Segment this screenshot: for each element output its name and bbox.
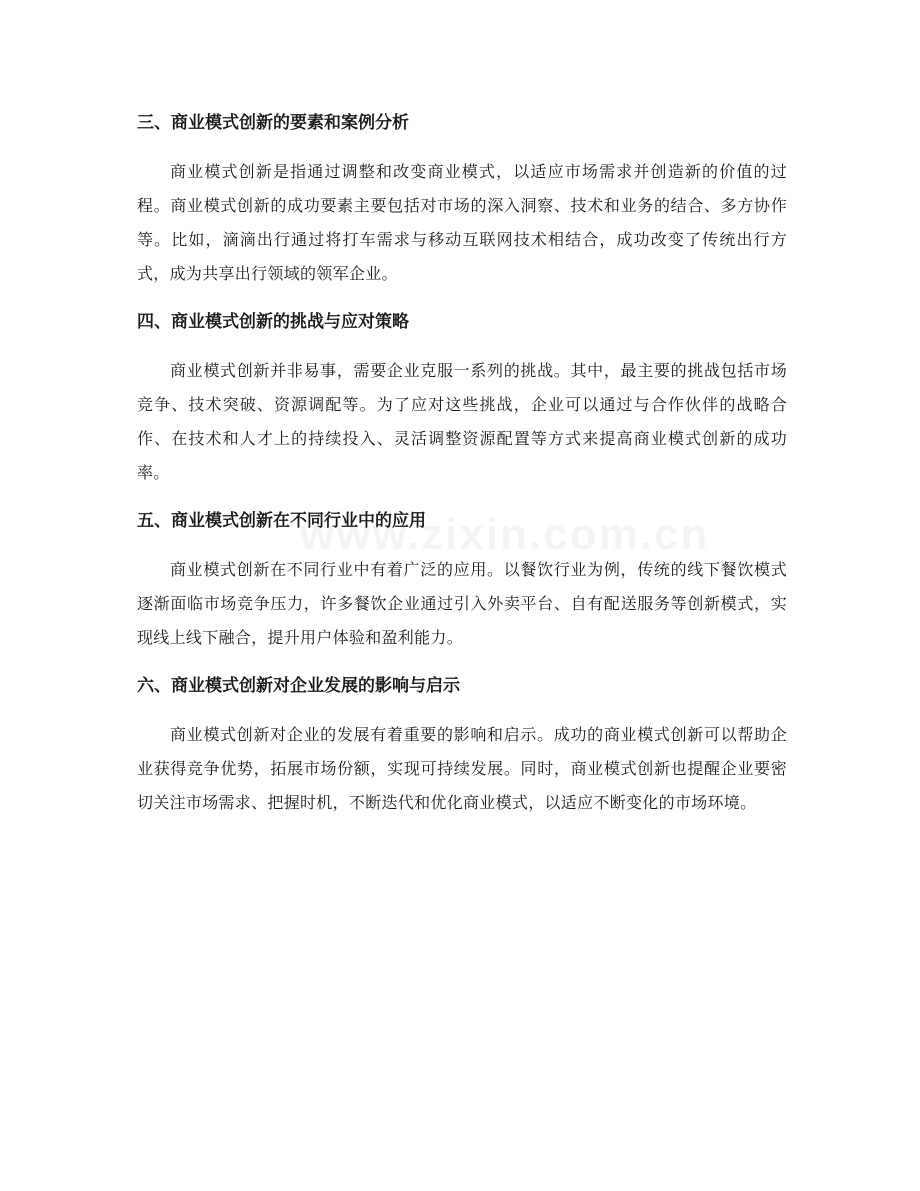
section-4 bbox=[137, 304, 787, 490]
section-6 bbox=[137, 668, 787, 820]
section-paragraph: 商业模式创新是指通过调整和改变商业模式，以适应市场需求并创造新的价值的过程。商业模式创新的成功要素主要包括对市场的深入洞察、技术和业务的结合、多方协作等。比如，滴滴出行通过将打车需求与移动互联网技术相结合，成功改变了传统出行方式，成为共享出行领域的领军企业。 bbox=[137, 162, 787, 283]
section-paragraph: 商业模式创新在不同行业中有着广泛的应用。以餐饮行业为例，传统的线下餐饮模式逐渐面临市场竞争压力，许多餐饮企业通过引入外卖平台、自有配送服务等创新模式，实现线上线下融合，提升用户体验和盈利能力。 bbox=[137, 560, 787, 647]
section-3 bbox=[137, 105, 787, 291]
section-heading: 四、商业模式创新的挑战与应对策略 bbox=[137, 312, 409, 332]
section-paragraph: 商业模式创新并非易事，需要企业克服一系列的挑战。其中，最主要的挑战包括市场竞争、技术突破、资源调配等。为了应对这些挑战，企业可以通过与合作伙伴的战略合作、在技术和人才上的持续投入、灵活调整资源配置等方式来提高商业模式创新的成功率。 bbox=[137, 361, 787, 482]
section-paragraph: 商业模式创新对企业的发展有着重要的影响和启示。成功的商业模式创新可以帮助企业获得竞争优势，拓展市场份额，实现可持续发展。同时，商业模式创新也提醒企业要密切关注市场需求、把握时机，不断迭代和优化商业模式，以适应不断变化的市场环境。 bbox=[137, 725, 787, 812]
document-content bbox=[137, 105, 787, 820]
section-heading: 三、商业模式创新的要素和案例分析 bbox=[137, 113, 409, 133]
section-heading: 六、商业模式创新对企业发展的影响与启示 bbox=[137, 676, 460, 696]
section-heading: 五、商业模式创新在不同行业中的应用 bbox=[137, 511, 426, 531]
section-5 bbox=[137, 503, 787, 655]
